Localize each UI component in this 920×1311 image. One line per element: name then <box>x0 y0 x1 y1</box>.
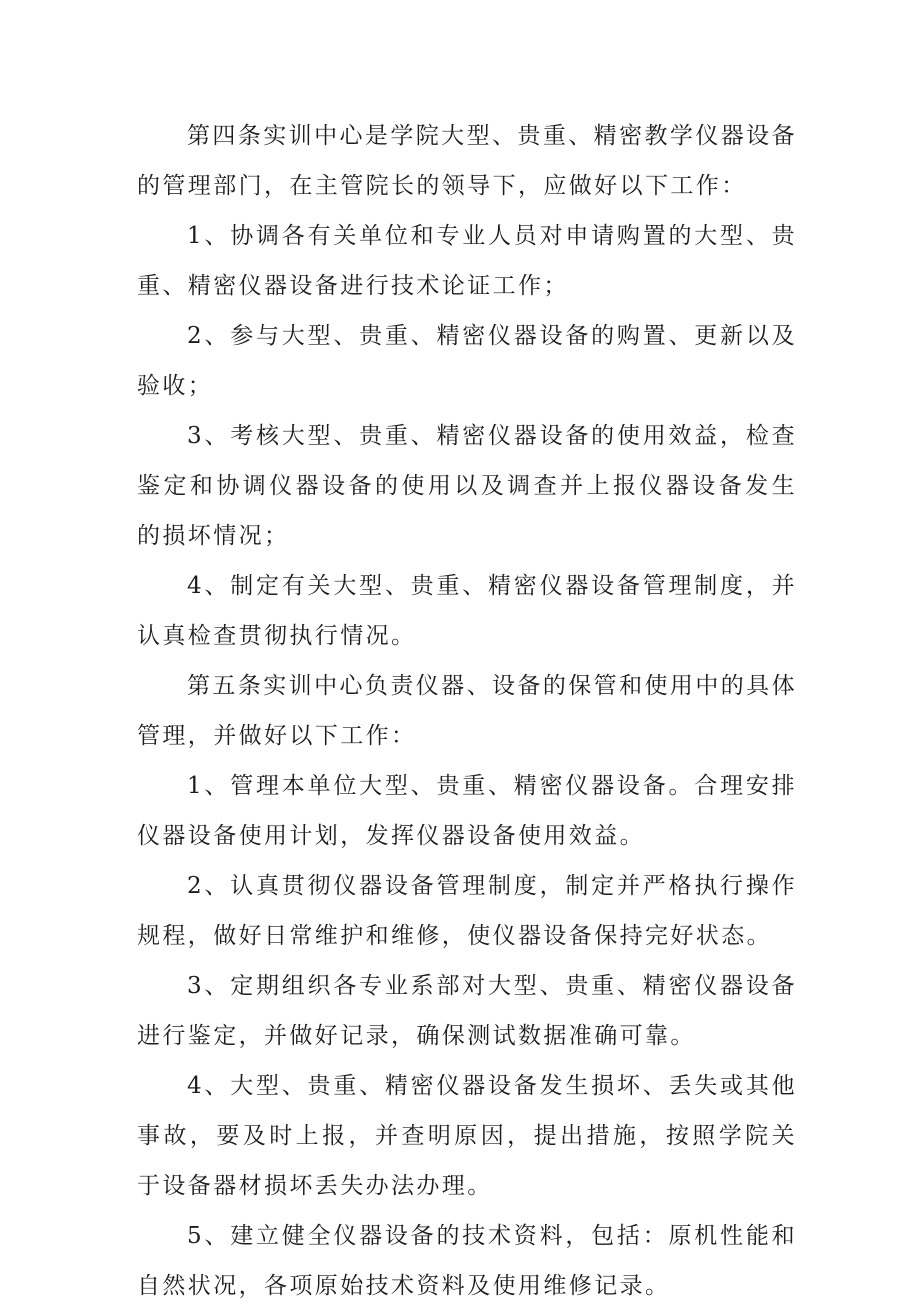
article-5-item-5: 5、建立健全仪器设备的技术资料，包括：原机性能和自然状况，各项原始技术资料及使用维修记录。 <box>137 1223 797 1299</box>
article-5-item-4: 4、大型、贵重、精密仪器设备发生损坏、丢失或其他事故，要及时上报，并查明原因，提出措施，按照学院关于设备器材损坏丢失办法办理。 <box>137 1073 797 1199</box>
document-body <box>137 111 797 1311</box>
article-5-item-2: 2、认真贯彻仪器设备管理制度，制定并严格执行操作规程，做好日常维护和维修，使仪器设备保持完好状态。 <box>137 873 797 949</box>
article-5-item-3: 3、定期组织各专业系部对大型、贵重、精密仪器设备进行鉴定，并做好记录，确保测试数据准确可靠。 <box>137 973 797 1049</box>
article-5-item-1: 1、管理本单位大型、贵重、精密仪器设备。合理安排仪器设备使用计划，发挥仪器设备使用效益。 <box>137 773 797 849</box>
article-4-item-4: 4、制定有关大型、贵重、精密仪器设备管理制度，并认真检查贯彻执行情况。 <box>137 573 797 649</box>
article-4-item-1: 1、协调各有关单位和专业人员对申请购置的大型、贵重、精密仪器设备进行技术论证工作； <box>137 223 797 299</box>
article-4-item-2: 2、参与大型、贵重、精密仪器设备的购置、更新以及验收； <box>137 323 797 399</box>
article-5-paragraph: 第五条实训中心负责仪器、设备的保管和使用中的具体管理，并做好以下工作： <box>137 673 797 749</box>
article-4-item-3: 3、考核大型、贵重、精密仪器设备的使用效益，检查鉴定和协调仪器设备的使用以及调查并上报仪器设备发生的损坏情况； <box>137 423 797 549</box>
article-4-paragraph: 第四条实训中心是学院大型、贵重、精密教学仪器设备的管理部门，在主管院长的领导下，应做好以下工作： <box>137 123 797 199</box>
